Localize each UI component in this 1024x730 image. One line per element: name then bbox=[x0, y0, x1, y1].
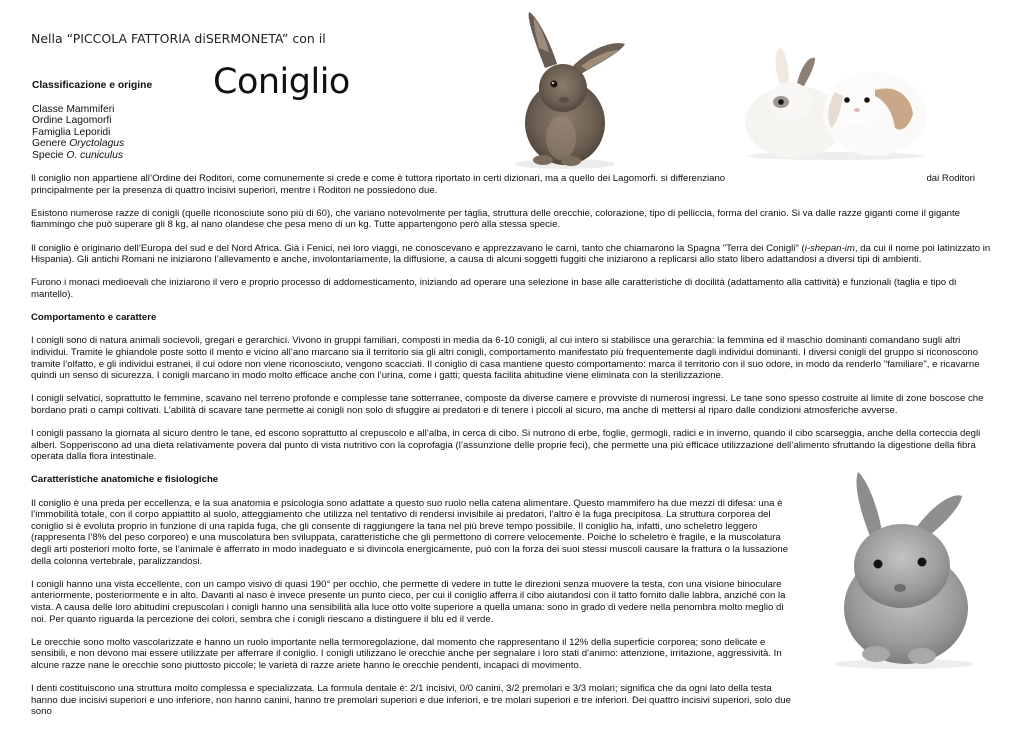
article-body bbox=[31, 173, 996, 730]
classification-row bbox=[32, 150, 152, 162]
paragraph: I denti costituiscono una struttura molto complessa e specializzata. La formula dentale è: 2/1 incisivi, 0/0 canini, 3/2 premolari e 3/3 molari; significa che da ogni lato della testa hanno due incisivi superiori e uno inferiore, non hanno canini, hanno tre premolari superiori e due inferiori, e tre molari superiori e tre inferiori. Dei quattro incisivi superiori, solo due sono bbox=[31, 683, 791, 718]
row-label: Specie bbox=[32, 149, 64, 161]
paragraph: I conigli passano la giornata al sicuro dentro le tane, ed escono soprattutto al crepuscolo e all’alba, in cerca di cibo. Si nutrono di erbe, foglie, germogli, radici e in inverno, quando il cibo scarseggia, anche della corteccia degli alberi. Sopperiscono ad una dieta relativamente povera dal punto di vista nutritivo con la coprofagia (l’assunzione delle proprie feci), che permette una più efficace utilizzazione dell’alimento sfruttando la digestione della fibra operata dalla flora intestinale. bbox=[31, 428, 981, 463]
row-label: Famiglia bbox=[32, 126, 71, 138]
row-label: Ordine bbox=[32, 115, 63, 127]
text-segment: Il coniglio non appartiene all’Ordine dei Roditori, come comunemente si crede e come è tuttora riportato in certi dizionari, ma a quello dei Lagomorfi. si differenziano bbox=[31, 173, 726, 184]
classification-row bbox=[32, 138, 152, 150]
section-heading-anatomy: Caratteristiche anatomiche e fisiologiche bbox=[31, 474, 219, 486]
row-value: Oryctolagus bbox=[69, 138, 125, 150]
paragraph: Le orecchie sono molto vascolarizzate e hanno un ruolo importante nella termoregolazione, dal momento che rappresentano il 12% della superficie corporea; sono delicate e sensibili, e non devono mai essere utilizzate per afferrare il coniglio. I conigli utilizzano le orecchie anche per segnalare i loro stati d’animo: attenzione, irritazione, aggressività. In alcune razze nane le orecchie sono piuttosto piccole; le varietà di razze ariete hanno le orecchie pendenti, incapaci di movimento. bbox=[31, 636, 782, 671]
brown-rabbit-image bbox=[505, 8, 630, 170]
text-segment: Il coniglio è originario dell’Europa del sud e del Nord Africa. Già i Fenici, nei loro viaggi, ne conoscevano e apprezzavano le carni, tanto che chiamarono la Spagna "Terra dei Conigli" ( bbox=[31, 242, 805, 254]
paragraph: Furono i monaci medioevali che iniziarono il vero e proprio processo di addomesticamento, iniziando ad operare una selezione in base alle caratteristiche di docilità (adattamento alla cattività) e funzionali (taglia e tipo di mantello). bbox=[31, 277, 957, 300]
section-heading-behavior: Comportamento e carattere bbox=[31, 312, 157, 324]
classification-row bbox=[32, 115, 152, 127]
row-value: O. cuniculus bbox=[66, 149, 124, 161]
paragraph: I conigli sono di natura animali socievoli, gregari e gerarchici. Vivono in gruppi familiari, composti in media da 6-10 conigli, al cui intero si stabilisce una gerarchia: la femmina ed il maschio dominanti comandano sugli altri individui. Tramite le ghiandole poste sotto il mento e vicino all’ano marcano sia il territorio sia gli altri conigli, comportamento manifestato più frequentemente dagli individui dominanti. I diversi conigli del gruppo si riconoscono tramite l’olfatto, e gli individui estranei, il cui odore non viene riconosciuto, vengono scacciati. Il coniglio di casa mantiene questo comportamento: marca il territorio con il suo odore, in modo da renderlo "familiare", e ricavarne quindi un senso di sicurezza. I conigli marcano in modo molto efficace anche con l’urina, come i gatti; questa facilita abitudine viene eliminata con la sterilizzazione. bbox=[31, 335, 980, 382]
text-segment: principalmente per la presenza di quattro incisivi superiori, mentre i Roditori ne possiedono due. bbox=[31, 184, 438, 196]
white-rabbits-image bbox=[735, 44, 935, 160]
row-value: Leporidi bbox=[73, 126, 111, 138]
paragraph: I conigli hanno una vista eccellente, con un campo visivo di quasi 190° per occhio, che permette di vedere in tutte le direzioni senza muovere la testa, con una visione binoculare anteriormente, posteriormente e in alto. Davanti al naso è invece presente un punto cieco, per cui il coniglio afferra il cibo aiutandosi con il tatto fornito dalle labbra, anziché con la vista. A causa delle loro abitudini crepuscolari i conigli hanno una sensibilità alla luce otto volte superiore a quella umana: sono in grado di vedere nella penombra molto meglio di noi. Per quanto riguarda la percezione dei colori, sembra che i conigli riescano a distinguere il blu ed il verde. bbox=[31, 578, 786, 625]
paragraph bbox=[31, 173, 996, 196]
row-value: Lagomorfi bbox=[65, 115, 112, 127]
paragraph: Il coniglio è una preda per eccellenza, e la sua anatomia e psicologia sono adattate a questo suo ruolo nella catena alimentare. Questo mammifero ha due mezzi di difesa: una è l’immobilità totale, con il corpo appiattito al suolo, atteggiamento che utilizza nel tentativo di rendersi invisibile ai predatori, l’altro è la fuga precipitosa. La struttura corporea del coniglio si è evoluta proprio in funzione di una rapida fuga, che gli consente di raggiungere la tana nel più breve tempo possibile. Il coniglio ha, infatti, uno scheletro leggero (rappresenta l’8% del peso corporeo) e una muscolatura ben sviluppata, caratteristiche che gli permettono di correre velocemente. Poiché lo scheletro è fragile, e la muscolatura degli arti posteriori molto forte, se l’animale è afferrato in modo inadeguato e si divincola energicamente, può con la forza dei suoi stessi muscoli causare la frattura o la lussazione della colonna vertebrale, paralizzandosi. bbox=[31, 497, 789, 567]
text-segment: , da cui il nome poi latinizzato in Hispania). Gli antichi Romani ne iniziarono l’allevamento e anche, involontariamente, la diffusione, a causa di alcuni soggetti fuggiti che iniziarono a replicarsi allo stato libero adattandosi a diversi tipi di ambienti. bbox=[31, 242, 991, 266]
text-segment: dai Roditori bbox=[926, 173, 975, 184]
farm-heading: Nella “PICCOLA FATTORIA diSERMONETA” con il bbox=[31, 31, 326, 46]
classification-row bbox=[32, 127, 152, 139]
paragraph bbox=[31, 243, 996, 266]
paragraph: Esistono numerose razze di conigli (quelle riconosciute sono più di 60), che variano notevolmente per taglia, struttura delle orecchie, colorazione, tipo di pelliccia, forma del cranio. Si va dalle razze giganti come il gigante fiammingo che può superare gli 8 kg, al nano olandese che pesa meno di un kg. Tutte appartengono però alla stessa specie. bbox=[31, 207, 960, 231]
classification-box bbox=[32, 80, 152, 162]
row-label: Classe bbox=[32, 103, 64, 115]
text-segment-italic: i-shepan-im bbox=[804, 242, 855, 254]
classification-row bbox=[32, 104, 152, 116]
row-label: Genere bbox=[32, 138, 67, 150]
classification-heading: Classificazione e origine bbox=[32, 80, 153, 91]
page-title: Coniglio bbox=[213, 62, 350, 102]
row-value: Mammiferi bbox=[66, 103, 115, 115]
paragraph-first-line bbox=[31, 173, 996, 185]
paragraph: I conigli selvatici, soprattutto le femmine, scavano nel terreno profonde e complesse tane sotterranee, composte da diverse camere e provviste di numerosi ingressi. Le tane sono spesso costruite al limite di zone boscose che bordano prati o campi coltivati. L’abilità di scavare tane permette ai conigli non solo di sfuggire ai predatori e di tenere i piccoli al sicuro, ma anche di mettersi al riparo dalle condizioni atmosferiche avverse. bbox=[31, 393, 984, 416]
